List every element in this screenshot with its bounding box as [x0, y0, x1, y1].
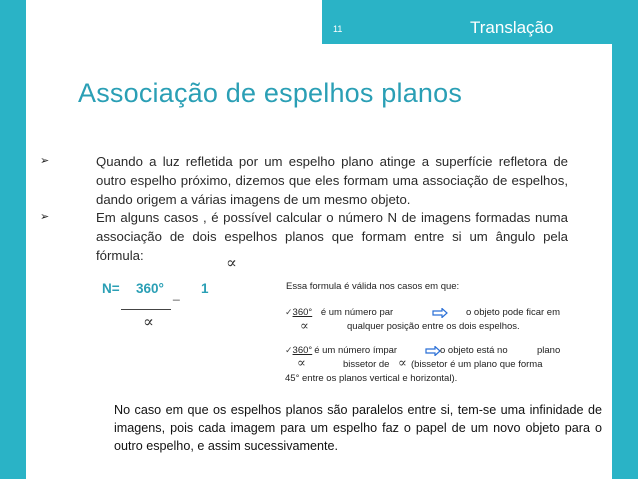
- alpha-symbol: ∝: [226, 253, 237, 272]
- case2-text: é um número ímpar: [314, 345, 398, 356]
- case1-text-2: o objeto pode ficar em: [466, 307, 561, 318]
- bullet-arrow-icon: ➢: [40, 211, 50, 223]
- check-icon: ✓: [285, 307, 293, 317]
- case2-alpha: ∝: [297, 356, 306, 371]
- header-bar: [322, 0, 612, 44]
- fraction-bar: [121, 309, 171, 310]
- case2-line3: 45° entre os planos vertical e horizontal).: [285, 373, 458, 384]
- right-arrow-icon: [425, 346, 441, 356]
- bullet-text: Quando a luz refletida por um espelho plano atinge a superfície refletora de outro espelho próximo, dizemos que eles formam uma associação de espelhos, dando origem a várias imagens de um mesmo objeto.: [96, 154, 568, 208]
- check-icon: ✓: [285, 345, 293, 355]
- formula-alpha: ∝: [143, 312, 154, 331]
- section-title: Translação: [470, 18, 554, 37]
- bullet-arrow-icon: ➢: [40, 155, 50, 167]
- case1-text: é um número par: [320, 307, 394, 318]
- footer-paragraph: No caso em que os espelhos planos são paralelos entre si, tem-se uma infinidade de imagens, pois cada imagem para um espelho faz o papel de um novo objeto para o outro espelho, e assim sucessivamente.: [114, 403, 602, 453]
- case1-value: 360°: [292, 307, 313, 318]
- formula-one: 1: [201, 281, 209, 296]
- formula-numerator: 360°: [136, 281, 164, 296]
- formula-minus: _: [173, 287, 180, 301]
- right-arrow-icon: [432, 308, 448, 318]
- bullet-item: [40, 208, 568, 268]
- bullet-item: [40, 152, 568, 212]
- bullet-text: Em alguns casos , é possível calcular o número N de imagens formadas numa associação de dois espelhos planos que formam entre si um ângulo pela fórmula:: [96, 210, 568, 264]
- note-case1: [285, 307, 393, 318]
- case2-value: 360°: [292, 345, 313, 356]
- case1-alpha: ∝: [300, 319, 309, 334]
- note-intro: Essa formula é válida nos casos em que:: [286, 281, 460, 292]
- case2-line2b: (bissetor é um plano que forma: [411, 359, 543, 370]
- case2-line2a: bissetor de: [343, 359, 390, 370]
- case2-text-2: o objeto está no: [440, 345, 508, 356]
- note-case2: [285, 345, 397, 356]
- formula-n-label: N=: [102, 281, 120, 296]
- case2-alpha-2: ∝: [398, 356, 407, 371]
- case2-text-3: plano: [537, 345, 561, 356]
- case1-line2: qualquer posição entre os dois espelhos.: [347, 321, 520, 332]
- slide-number: 11: [333, 24, 343, 34]
- page-title: Associação de espelhos planos: [78, 78, 463, 108]
